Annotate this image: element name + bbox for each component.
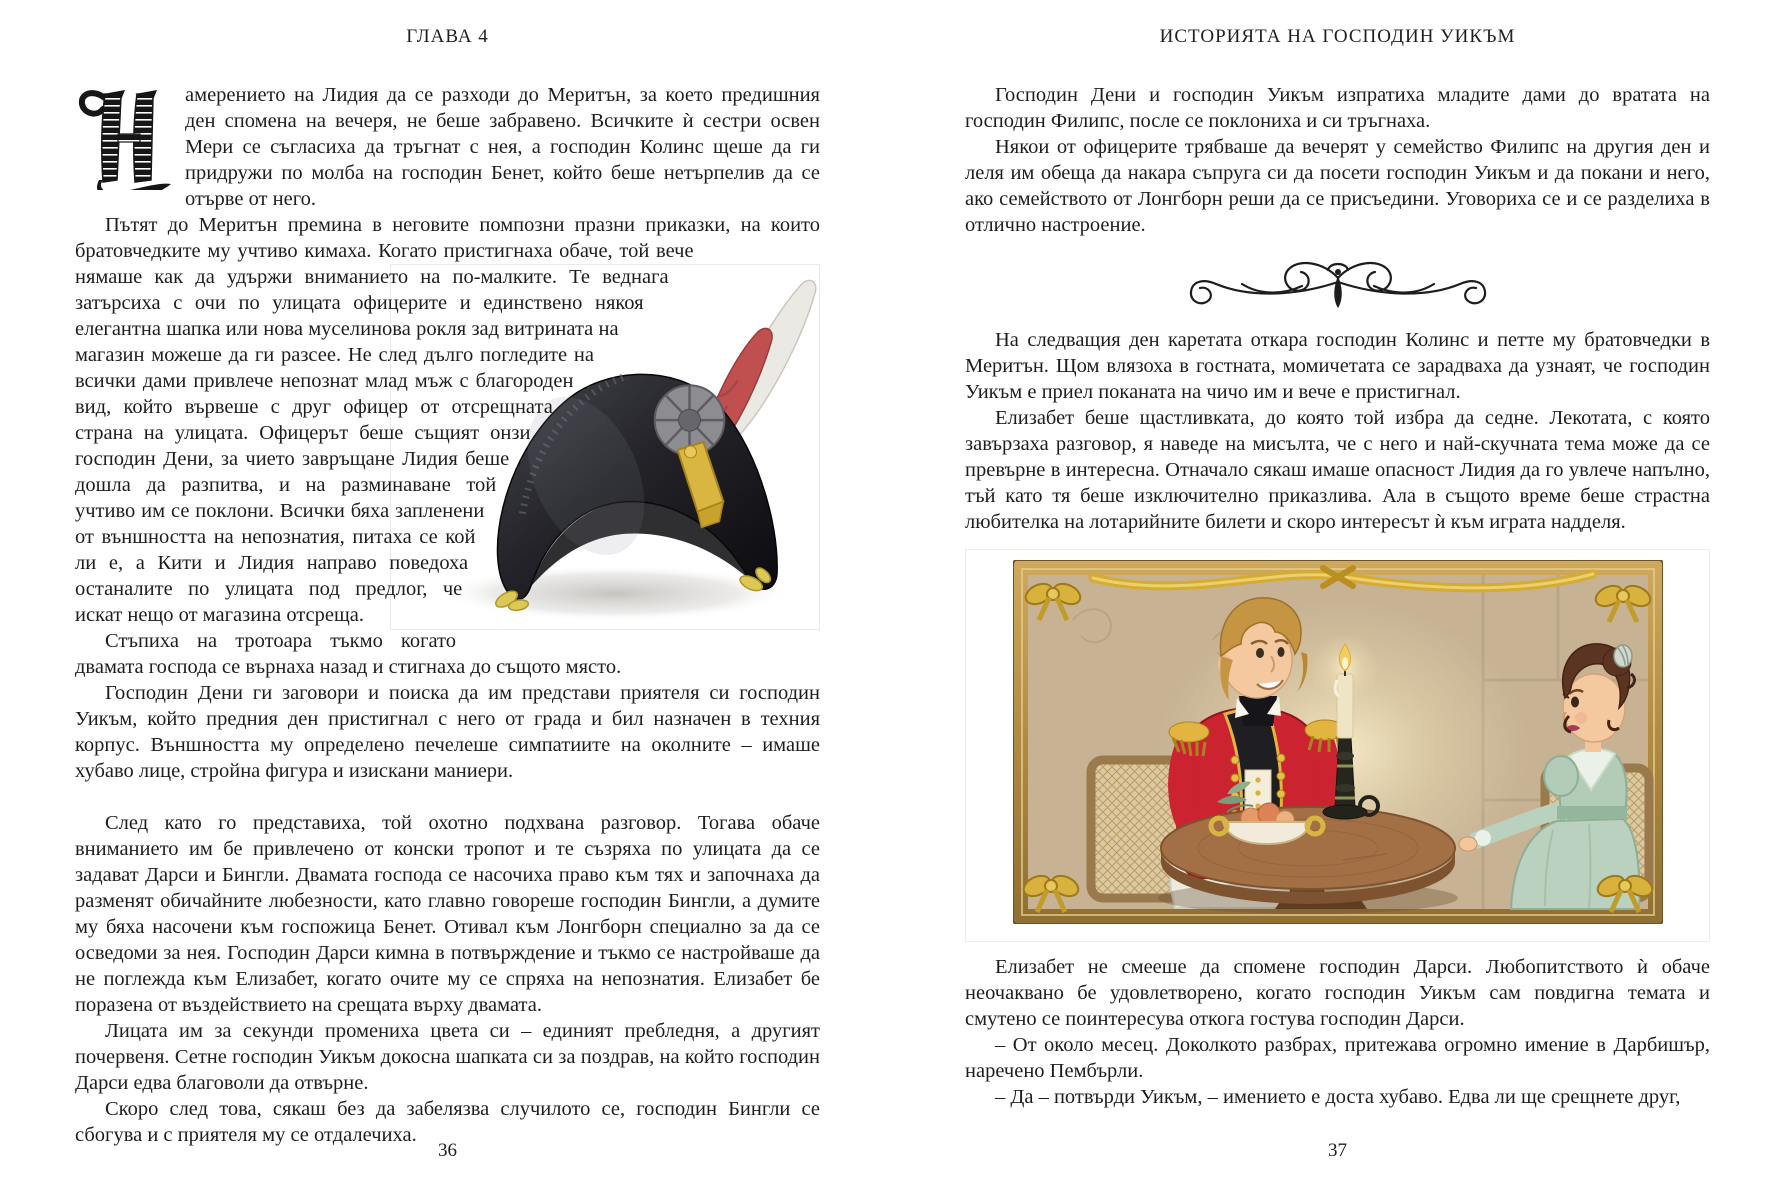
running-head-right: ИСТОРИЯТА НА ГОСПОДИН УИКЪМ (1159, 26, 1516, 47)
framed-illustration (965, 549, 1710, 942)
paragraph: Елизабет не смееше да спомене господин Дарси. Любопитството ѝ обаче неочаквано бе удовлетворено, когато господин Уикъм сам повдигна темата и смутено се поинтересува откога гостува господин Дарси. (965, 956, 1710, 1030)
drop-cap-letter (75, 86, 175, 190)
body-text-right (965, 82, 1710, 1110)
paragraph: Скоро след това, сякаш без да забелязва случилото се, господин Бингли се сбогува и с приятеля му се отдалечиха. (75, 1098, 820, 1146)
flourish-divider (965, 252, 1710, 317)
page-left (75, 0, 820, 1200)
paragraph: – Да – потвърди Уикъм, – имението е доста хубаво. Едва ли ще срещнете друг, (995, 1086, 1681, 1108)
paragraph: Лицата им за секунди промениха цвета си – единият пребледня, а другият почервеня. Сетне господин Уикъм докосна шапката си за поздрав, на който господин Дарси едва благоволи да отвърне. (75, 1020, 820, 1094)
running-head-left: ГЛАВА 4 (406, 26, 489, 47)
paragraph: Господин Дени ги заговори и поиска да им представи приятеля си господин Уикъм, който предния ден пристигнал с него от града и бил назначен в техния корпус. Външността му определено печелеше симпатиите на околните – имаше хубаво лице, стройна фигура и изискани маниери. (75, 682, 820, 782)
page-number-left: 36 (438, 1140, 457, 1161)
paragraph: Пътят до Меритън премина в неговите помпозни празни приказки, на които братовчедките му учтиво кимаха. Когато пристигнаха обаче, той вече нямаше как да удържи вниманието на по-малките. Те веднага затърсиха с очи по улицата офицерите и единствено някоя елегантна шапка или нова муселинова рокля зад витрината на магазин можеше да ги разсее. Не след дълго погледите на всички дами привлече непознат млад мъж с благороден вид, който вървеше с друг офицер от отсрещната страна на улицата. Офицерът беше същият онзи господин Дени, за чието завръщане Лидия беше дошла да разпитва, и на разминаване той учтиво им се поклони. Всички бяха запленени от външността на непознатия, питаха се кой ли е, а Кити и Лидия направо поведоха останалите по улицата под предлог, че искат нещо от магазина отсреща. (75, 212, 820, 628)
paragraph: Елизабет беше щастливката, до която той избра да седне. Лекотата, с която завързаха разговор, я наведе на мисълта, че с него и най-скучната тема може да се превърне в интересна. Отначало сякаш имаше опасност Лидия да го увлече напълно, тъй като тя беше изключително приказлива. Ала в същото време беше страстна любителка на лотарийните билети и скоро интересът ѝ към играта надделя. (965, 407, 1710, 533)
page-number-right: 37 (1328, 1140, 1347, 1161)
paragraph: Господин Дени и господин Уикъм изпратиха младите дами до вратата на господин Филипс, после се поклониха и си тръгнаха. (965, 84, 1710, 132)
paragraph: амерението на Лидия да се разходи до Меритън, за което предишния ден спомена на вечеря, не беше забравено. Всичките ѝ сестри освен Мери се съгласиха да тръгнат с нея, а господин Колинс щеше да ги придружи по молба на господин Бенет, който беше нетърпелив да се отърве от него. (75, 82, 820, 212)
page-right (965, 0, 1710, 1200)
paragraph: Стъпиха на тротоара тъкмо когато двамата господа се върнаха назад и стигнаха до същото място. (75, 630, 622, 678)
body-text-left (75, 82, 820, 1148)
paragraph: Някои от офицерите трябваше да вечерят у семейство Филипс на другия ден и леля им обеща да накара съпруга си да посети господин Уикъм и да покани и него, ако семейството от Лонгборн реши да се присъедини. Уговориха се и се разделиха в отлично настроение. (965, 136, 1710, 236)
paragraph: След като го представиха, той охотно подхвана разговор. Тогава обаче вниманието им бе привлечено от конски тропот и те съзряха по улицата да се задават Дарси и Бингли. Двамата господа се насочиха право към тях и започнаха да разменят обичайните любезности, като главно говореше господин Бингли, а думите му бяха насочени към госпожица Бенет. Отивал към Лонгборн специално за да се осведоми за нея. Господин Дарси кимна в потвърждение и тъкмо се настройваше да не поглежда към Елизабет, когато очите му се спряха на непознатия. Елизабет бе поразена от въздействието на срещата върху двамата. (75, 812, 820, 1016)
paragraph: На следващия ден каретата откара господин Колинс и петте му братовчедки в Меритън. Щом влязоха в гостната, момичетата се зарадваха да узнаят, че господин Уикъм е приел поканата на чичо им и вече е пристигнал. (965, 329, 1710, 403)
paragraph: – От около месец. Доколкото разбрах, притежава огромно имение в Дарбишър, наречено Пембърли. (965, 1034, 1710, 1082)
